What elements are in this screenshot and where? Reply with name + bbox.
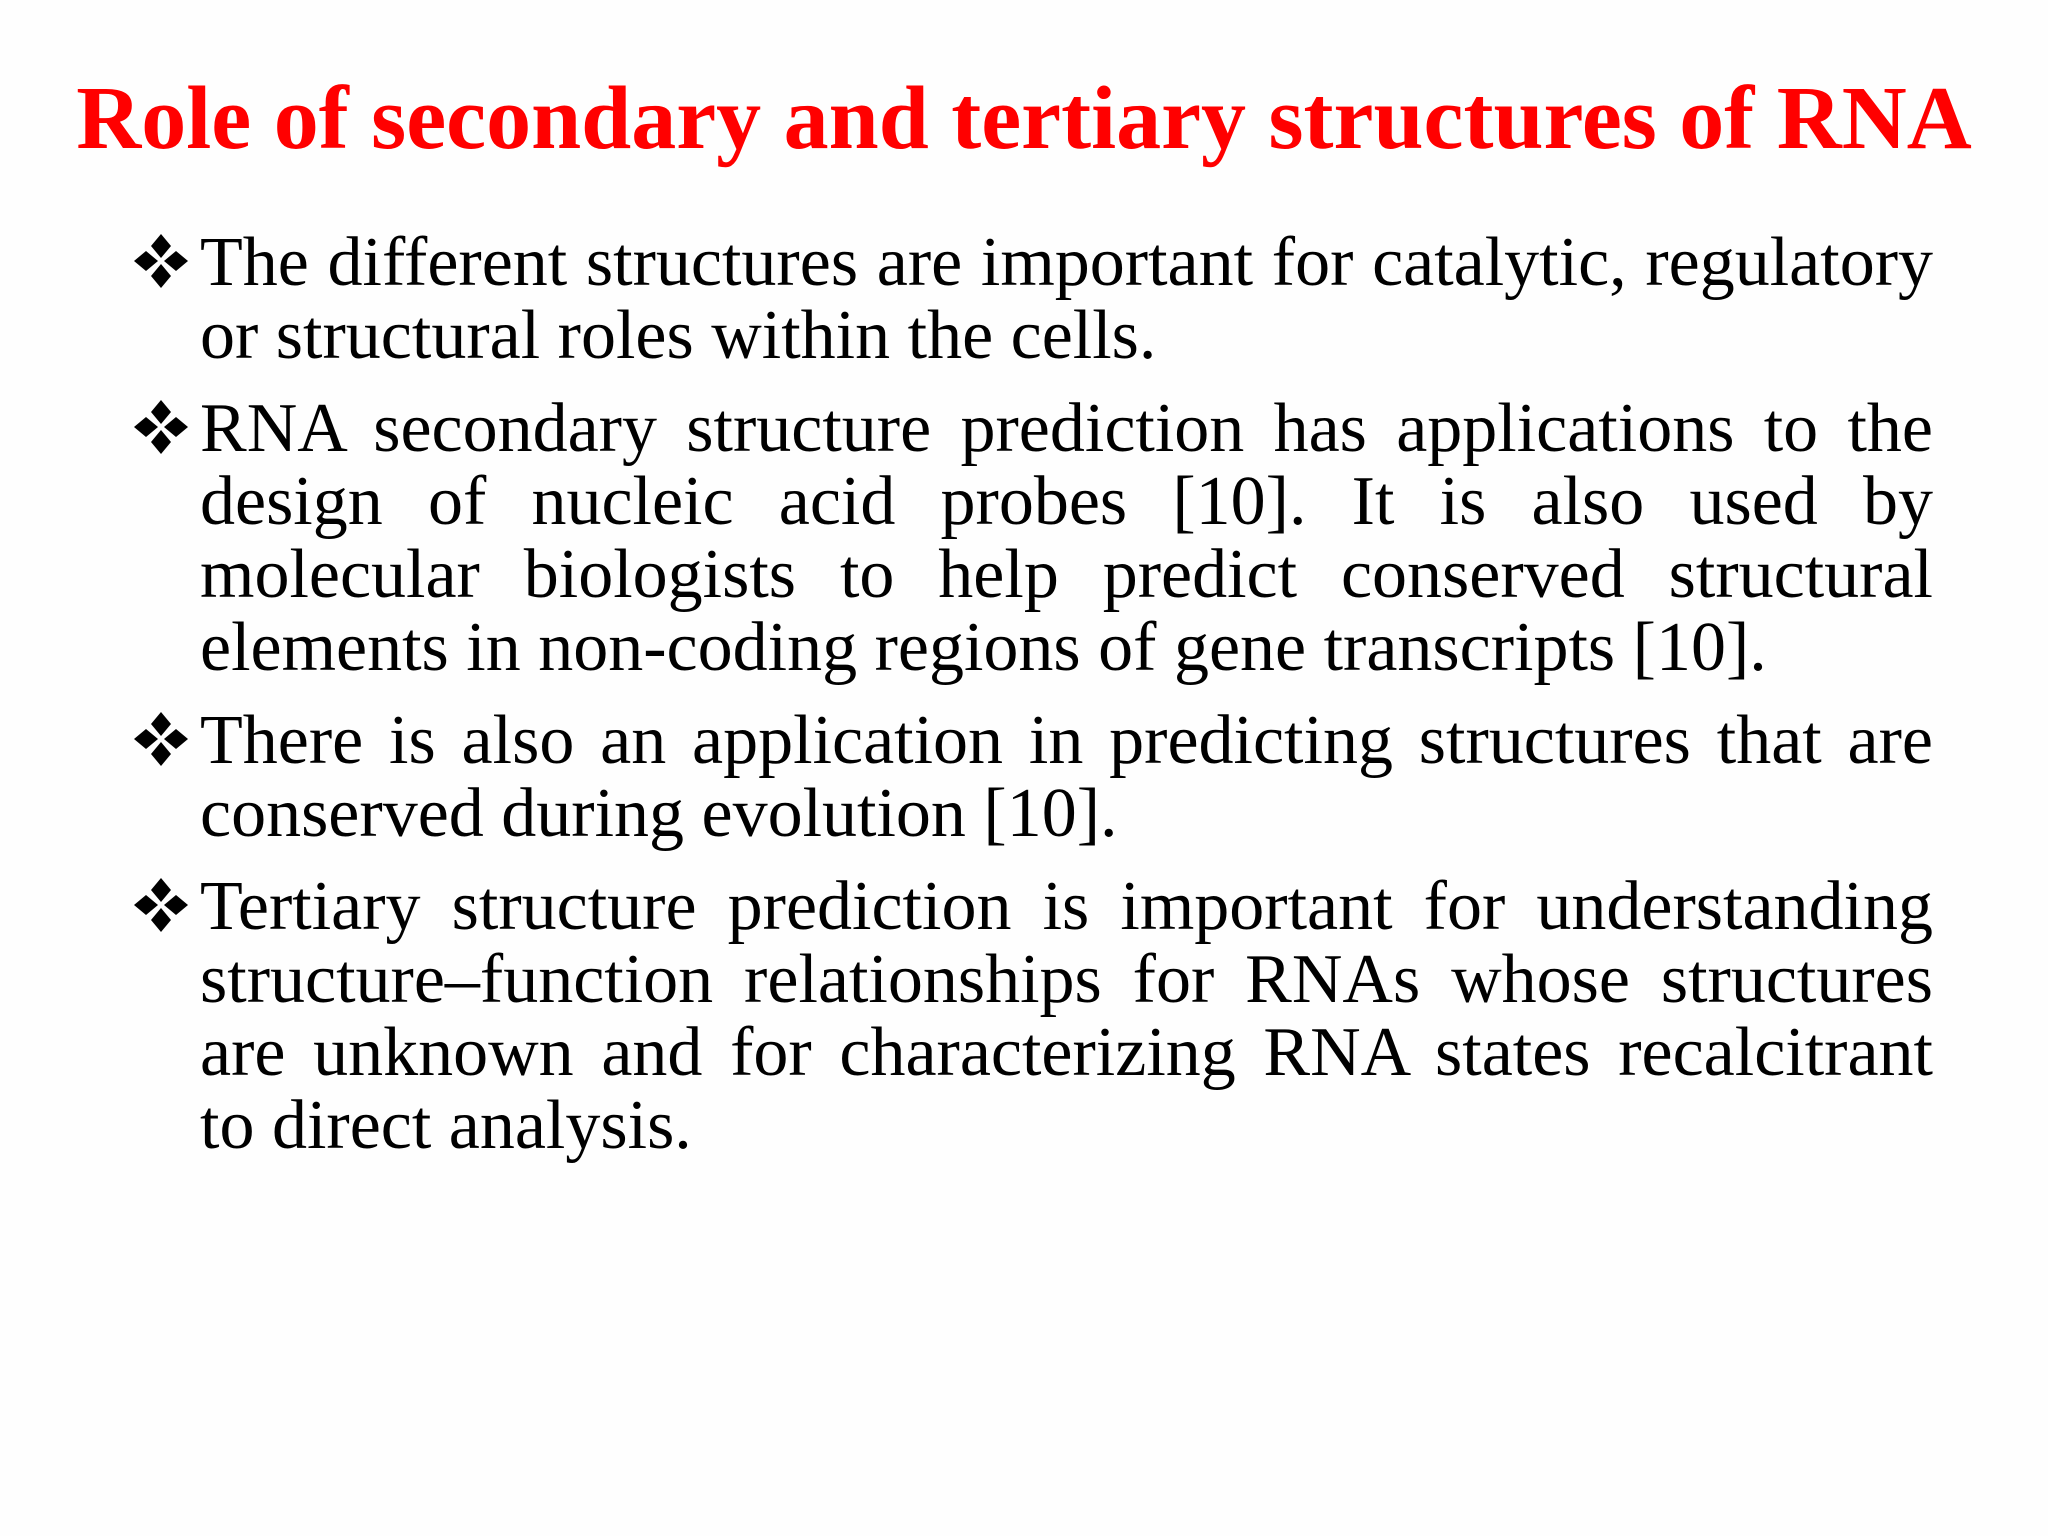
slide-title: Role of secondary and tertiary structures of RNA: [76, 69, 1972, 168]
bullet-item: [130, 870, 1933, 1162]
bullet-item: [130, 392, 1933, 684]
bullet-text: RNA secondary structure prediction has applications to the design of nucleic acid probes [10]. It is also used by molecular biologists to help predict conserved structural elements in non-coding regions of gene transcripts [10].: [200, 390, 1933, 686]
bullet-text: Tertiary structure prediction is important for understanding structure–function relationships for RNAs whose structures are unknown and for characterizing RNA states recalcitrant to direct analysis.: [200, 868, 1933, 1164]
four-diamond-bullet-icon: [130, 396, 192, 458]
bullet-list: [130, 226, 1933, 1182]
bullet-text: There is also an application in predicting structures that are conserved during evolution [10].: [200, 702, 1933, 852]
four-diamond-bullet-icon: [130, 874, 192, 936]
four-diamond-bullet-icon: [130, 708, 192, 770]
four-diamond-bullet-icon: [130, 230, 192, 292]
bullet-item: [130, 704, 1933, 850]
bullet-text: The different structures are important for catalytic, regulatory or structural roles within the cells.: [200, 224, 1933, 374]
bullet-item: [130, 226, 1933, 372]
